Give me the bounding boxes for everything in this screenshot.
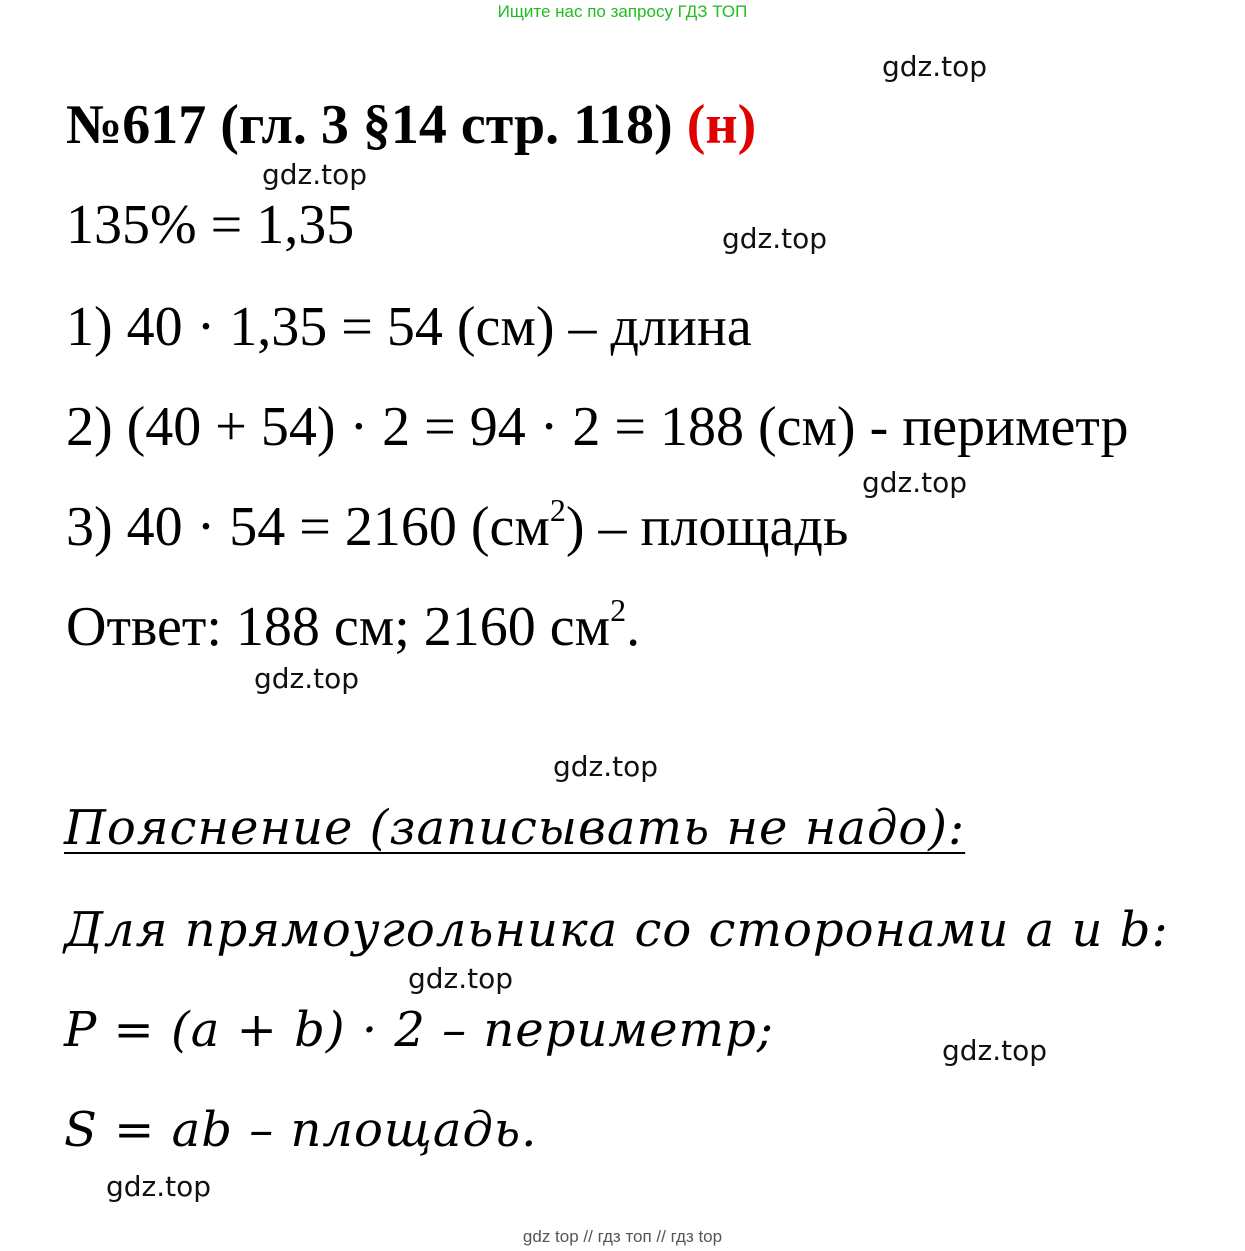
step-3-text: 3) 40 · 54 = 2160 (см (66, 496, 550, 558)
answer-exponent: 2 (610, 592, 627, 628)
watermark: gdz.top (862, 466, 968, 499)
answer-tail: . (626, 596, 641, 658)
problem-title-text: №617 (гл. 3 §14 стр. 118) (66, 94, 673, 156)
watermark: gdz.top (882, 50, 988, 83)
watermark: gdz.top (254, 662, 360, 695)
conversion-line: 135% = 1,35 (66, 194, 355, 256)
watermark: gdz.top (262, 158, 368, 191)
explanation-intro: Для прямоугольника со сторонами a и b: (64, 902, 1169, 958)
step-3-exponent: 2 (549, 492, 566, 528)
step-2: 2) (40 + 54) · 2 = 94 · 2 = 188 (см) - периметр (66, 396, 1129, 458)
footer-watermark: gdz top // гдз топ // гдз top (522, 1227, 723, 1246)
top-banner: Ищите нас по запросу ГДЗ ТОП (497, 2, 748, 21)
problem-title (66, 92, 756, 158)
answer-line (66, 594, 640, 660)
watermark: gdz.top (106, 1170, 212, 1203)
step-1: 1) 40 · 1,35 = 54 (см) – длина (66, 296, 752, 358)
area-formula: S = ab – площадь. (64, 1102, 538, 1158)
answer-text: Ответ: 188 см; 2160 см (66, 596, 611, 658)
watermark: gdz.top (408, 962, 514, 995)
perimeter-formula: P = (a + b) · 2 – периметр; (64, 1002, 774, 1058)
step-3-tail: ) – площадь (565, 496, 849, 558)
problem-mark: (н) (686, 94, 757, 156)
watermark: gdz.top (553, 750, 659, 783)
explanation-heading: Пояснение (записывать не надо): (64, 800, 966, 856)
watermark: gdz.top (942, 1034, 1048, 1067)
watermark: gdz.top (722, 222, 828, 255)
step-3 (66, 494, 848, 560)
